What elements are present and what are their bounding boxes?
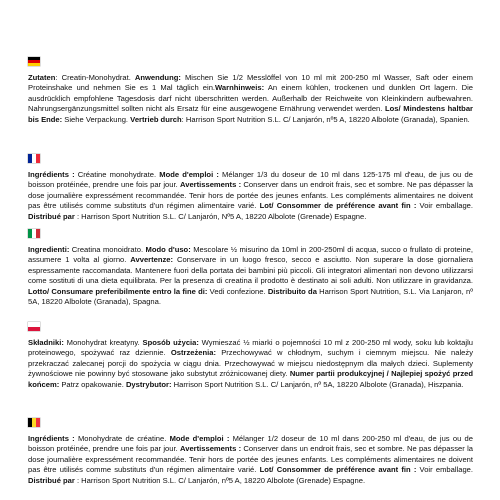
polish-flag-icon [28, 322, 40, 331]
label-body: Voir emballage. [416, 465, 473, 475]
label-heading: Avertissements : [180, 180, 242, 190]
section-german [28, 57, 473, 125]
label-heading: Distribuito da [267, 286, 317, 296]
polish-label-text [28, 338, 473, 390]
label-body: Mescolare ½ misurino da 10ml in 200-250ml di acqua, succo o frullato di proteine, assumere 1 volta al giorno. [28, 245, 473, 265]
label-heading: Warnhinweis: [215, 83, 265, 93]
label-heading: Numer partii produkcyjnej / Najlepiej spożyć przed końcem: [28, 369, 473, 389]
label-heading: Los/ Mindestens haltbar bis Ende: [28, 104, 473, 124]
label-body: Voir emballage. [416, 201, 473, 211]
label-body: Créatine monohydrate. [74, 170, 160, 179]
flag-stripe [28, 327, 40, 332]
label-body: Przechowywać w chłodnym, suchym i ciemnym miejscu. Nie należy przekraczać zalecanej porcji do spożycia w ciągu dnia. Przechowywać w miejscu niedostępnym dla małych dzieci. Suplementy żywnościowe nie powinny być stosowane jako substytut zróżnicowanej diety. [28, 348, 473, 379]
label-heading: Ingrédients : [28, 434, 75, 443]
label-body: Conserver dans un endroit frais, sec et sombre. Ne pas dépasser la dose journalière expressément recommandée. Tenir hors de portée des jeunes enfants. Les compléments alimentaires ne doivent pas être utilisés comme substituts d'un régimen alimentaire varié. [28, 444, 473, 475]
label-body: : Harrison Sport Nutrition S.L. C/ Lanjarón, nº5 A, 18220 Albolote (Granada), Spanien. [181, 114, 470, 124]
label-body: Harrison Sport Nutrition S.L. C/ Lanjarón, nº 5A, 18220 Albolote (Granada), Hiszpania. [171, 379, 464, 389]
label-heading: Modo d'uso: [145, 245, 191, 254]
label-body: Monohydrat kreatyny. [63, 338, 143, 347]
label-body: : Harrison Sport Nutrition S.L. C/ Lanjarón, nº5 A, 18220 Albolote (Grenade) Espagne. [74, 475, 366, 485]
flag-stripe [28, 63, 40, 66]
label-heading: Składniki: [28, 338, 64, 347]
label-heading: Sposób użycia: [142, 338, 199, 347]
label-body: Siehe Verpackung. [62, 114, 131, 124]
label-heading: Dystrybutor: [125, 379, 172, 389]
belgian-flag-icon [28, 418, 40, 427]
label-body: Monohydrate de créatine. [74, 434, 170, 443]
label-body: Mélanger 1/2 doseur de 10 ml dans 200-250 ml d'eau, de jus ou de boisson protéinée, prendre une fois par jour. [28, 434, 473, 454]
label-body: Conservare in un luogo fresco, secco e asciutto. Non superare la dose giornaliera espressamente raccomandata. Mantenere fuori della portata dei bambini più piccoli. Gli integratori alimentari non devono utilizzarsi come sostituti di una dieta equilibrata. Per la presenza di creatina il prodotto è destinato ai soli adulti. Non utilizzare in gravidanza. [28, 255, 473, 286]
label-body: Wymieszać ½ miarki o pojemności 10 ml z 200-250 ml wody, soku lub koktajlu proteinowego, spożywać raz dziennie. [28, 338, 473, 358]
french-flag-icon [28, 154, 40, 163]
label-body: : Harrison Sport Nutrition S.L. C/ Lanjarón, Nº5 A, 18220 Albolote (Grenade) Espagne. [74, 211, 367, 221]
label-heading: Ingrédients : [28, 170, 75, 179]
label-heading: Ostrzeżenia: [170, 348, 216, 358]
label-heading: Distribué par [28, 475, 75, 485]
label-heading: Avvertenze: [130, 255, 174, 265]
label-body: Conserver dans un endroit frais, sec et sombre. Ne pas dépasser la dose journalière expressément recommandée. Tenir hors de portée des jeunes enfants. Les compléments alimentaires ne doivent pas être utilisés comme substituts d'un régimen alimentaire varié. [28, 180, 473, 211]
label-body: An einem kühlen, trockenen und dunklen Ort lagern. Die ausdrücklich empfohlene Tagesdosis darf nicht überschritten werden. Außerhalb der Reichweite von Kleinkindern aufbewahren. Nahrungsergänzungsmittel sollten nicht als Ersatz für eine ausgewogene Ernährung verwendet werden. [28, 83, 473, 114]
label-heading: Mode d'emploi : [159, 170, 219, 179]
label-heading: Zutaten [28, 73, 56, 82]
label-heading: Mode d'emploi : [169, 434, 230, 443]
section-polish [28, 322, 473, 390]
section-french [28, 154, 473, 222]
section-belgian [28, 418, 473, 486]
flag-stripe [36, 418, 40, 427]
german-flag-icon [28, 57, 40, 66]
label-body: Vedi confezione. [207, 286, 268, 296]
french-label-text [28, 170, 473, 222]
italian-label-text [28, 245, 473, 307]
belgian-label-text [28, 434, 473, 486]
label-body: Mélanger 1/3 du doseur de 10 ml dans 125-175 ml d'eau, de jus ou de boisson protéinée, prendre une fois par jour. [28, 170, 473, 190]
label-heading: Ingredienti: [28, 245, 70, 254]
label-heading: Anwendung: [134, 73, 181, 82]
label-heading: Lotto/ Consumare preferibilmente entro la fine di: [28, 286, 208, 296]
label-body: Mischen Sie 1/2 Messlöffel von 10 ml mit 200-250 ml Wasser, Saft oder einem Proteinshake und nehmen Sie es 1 Mal täglich ein. [28, 73, 473, 93]
label-heading: Distribué par [28, 211, 75, 221]
label-heading: Vertrieb durch [130, 114, 182, 124]
flag-stripe [36, 229, 40, 238]
label-body: Harrison Sport Nutrition, S.L. Via Lanjaron, nº 5A, 18220 Albolote (Granada), Spagna. [28, 286, 474, 307]
label-body: Patrz opakowanie. [59, 379, 126, 389]
italian-flag-icon [28, 229, 40, 238]
label-body: : Creatin-Monohydrat. [55, 73, 135, 82]
label-heading: Lot/ Consommer de préférence avant fin : [259, 465, 417, 475]
label-heading: Avertissements : [180, 444, 242, 454]
german-label-text [28, 73, 473, 125]
label-body: Creatina monoidrato. [69, 245, 146, 254]
label-heading: Lot/ Consommer de préférence avant fin : [259, 201, 417, 211]
flag-stripe [36, 154, 40, 163]
section-italian [28, 229, 473, 307]
